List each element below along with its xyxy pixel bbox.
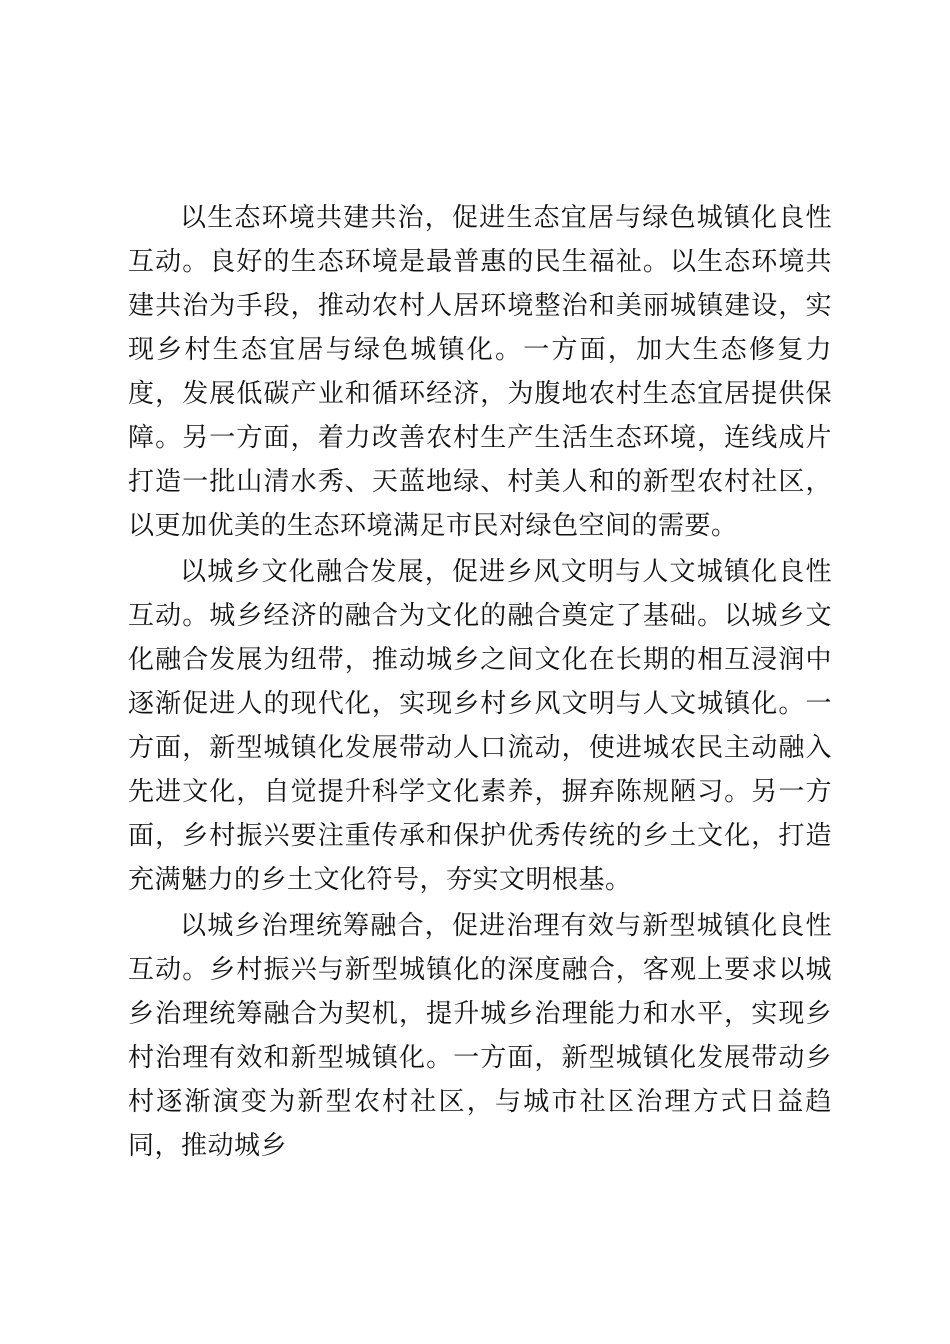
paragraph-ecology: 以生态环境共建共治，促进生态宜居与绿色城镇化良性互动。良好的生态环境是最普惠的民生福祉。以生态环境共建共治为手段，推动农村人居环境整治和美丽城镇建设，实现乡村生态宜居与绿色城镇化。一方面，加大生态修复力度，发展低碳产业和循环经济，为腹地农村生态宜居提供保障。另一方面，着力改善农村生产生活生态环境，连线成片打造一批山清水秀、天蓝地绿、村美人和的新型农村社区，以更加优美的生态环境满足市民对绿色空间的需要。 xyxy=(128,203,832,541)
paragraph-governance: 以城乡治理统筹融合，促进治理有效与新型城镇化良性互动。乡村振兴与新型城镇化的深度融合，客观上要求以城乡治理统筹融合为契机，提升城乡治理能力和水平，实现乡村治理有效和新型城镇化。一方面，新型城镇化发展带动乡村逐渐演变为新型农村社区，与城市社区治理方式日益趋同，推动城乡 xyxy=(128,911,832,1161)
paragraph-culture: 以城乡文化融合发展，促进乡风文明与人文城镇化良性互动。城乡经济的融合为文化的融合奠定了基础。以城乡文化融合发展为纽带，推动城乡之间文化在长期的相互浸润中逐渐促进人的现代化，实现乡村乡风文明与人文城镇化。一方面，新型城镇化发展带动人口流动，使进城农民主动融入先进文化，自觉提升科学文化素养，摒弃陈规陋习。另一方面，乡村振兴要注重传承和保护优秀传统的乡土文化，打造充满魅力的乡土文化符号，夯实文明根基。 xyxy=(128,557,832,895)
document-page xyxy=(128,196,832,1168)
